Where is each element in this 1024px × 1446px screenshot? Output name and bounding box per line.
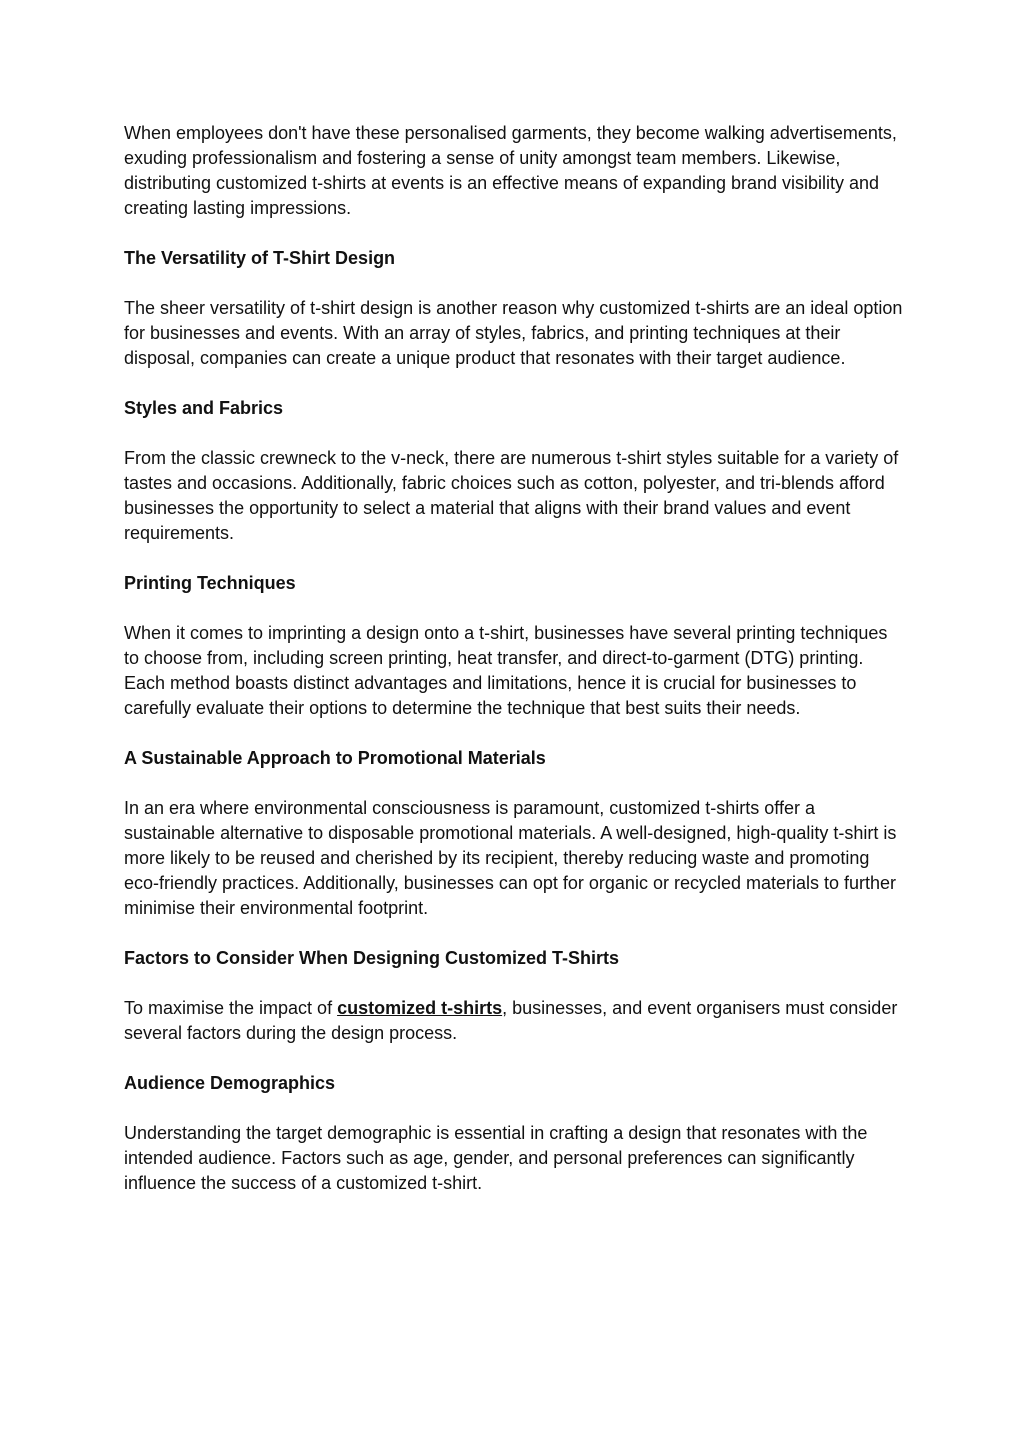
printing-paragraph: When it comes to imprinting a design onto a t-shirt, businesses have several printing techniques to choose from, including screen printing, heat transfer, and direct-to-garment (DTG) printing. Each method boasts distinct advantages and limitations, hence it is crucial for businesses to carefully evaluate their options to determine the technique that best suits their needs. [124,623,888,718]
factors-heading: Factors to Consider When Designing Customized T-Shirts [124,948,620,968]
factors-paragraph [124,996,904,1046]
printing-heading: Printing Techniques [124,573,296,593]
document-page [124,121,904,1221]
sustainable-paragraph: In an era where environmental consciousness is paramount, customized t-shirts offer a sustainable alternative to disposable promotional materials. A well-designed, high-quality t-shirt is more likely to be reused and cherished by its recipient, thereby reducing waste and promoting eco-friendly practices. Additionally, businesses can opt for organic or recycled materials to further minimise their environmental footprint. [124,798,897,918]
versatility-paragraph: The sheer versatility of t-shirt design is another reason why customized t-shirts are an ideal option for businesses and events. With an array of styles, fabrics, and printing techniques at their disposal, companies can create a unique product that resonates with their target audience. [124,298,903,368]
intro-paragraph: When employees don't have these personalised garments, they become walking advertisements, exuding professionalism and fostering a sense of unity amongst team members. Likewise, distributing customized t-shirts at events is an effective means of expanding brand visibility and creating lasting impressions. [124,123,897,218]
customized-tshirts-link[interactable]: customized t-shirts [337,998,503,1018]
factors-text-after: , businesses, and event organisers must consider several factors during the design process. [124,998,898,1043]
sustainable-heading: A Sustainable Approach to Promotional Materials [124,748,546,768]
audience-heading: Audience Demographics [124,1073,336,1093]
styles-paragraph: From the classic crewneck to the v-neck, there are numerous t-shirt styles suitable for a variety of tastes and occasions. Additionally, fabric choices such as cotton, polyester, and tri-blends afford businesses the opportunity to select a material that aligns with their brand values and event requirements. [124,448,899,543]
versatility-heading: The Versatility of T-Shirt Design [124,248,396,268]
styles-heading: Styles and Fabrics [124,398,284,418]
factors-text-before: To maximise the impact of [124,998,338,1018]
audience-paragraph: Understanding the target demographic is essential in crafting a design that resonates with the intended audience. Factors such as age, gender, and personal preferences can significantly influence the success of a customized t-shirt. [124,1123,868,1193]
